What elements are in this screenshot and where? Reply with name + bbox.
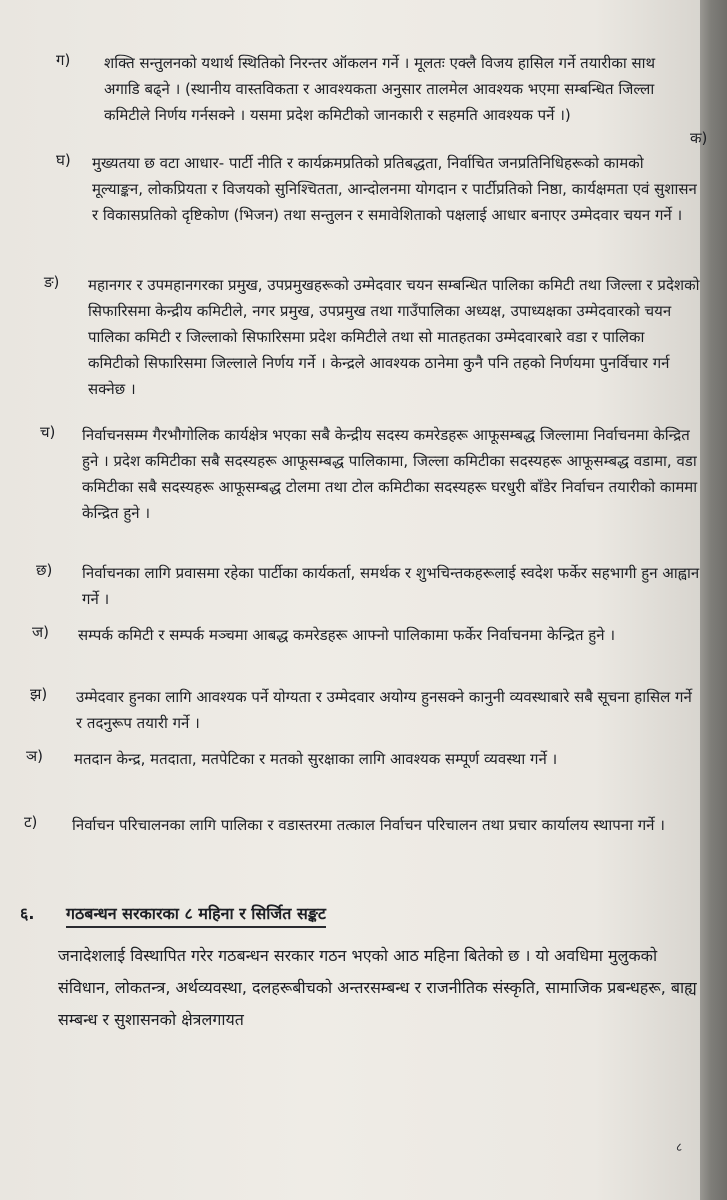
list-item-label: छ)	[36, 561, 53, 579]
section-paragraph: जनादेशलाई विस्थापित गरेर गठबन्धन सरकार गठन भएको आठ महिना बितेको छ । यो अवधिमा मुलुकको संविधान, लोकतन्त्र, अर्थव्यवस्था, दलहरूबीचको अन्तरसम्बन्ध र राजनीतिक संस्कृति, सामाजिक प्रबन्धहरू, बाह्य सम्बन्ध र सुशासनको क्षेत्रलगायत	[58, 946, 697, 1029]
list-item-text: मतदान केन्द्र, मतदाता, मतपेटिका र मतको सुरक्षाका लागि आवश्यक सम्पूर्ण व्यवस्था गर्ने ।	[74, 750, 558, 768]
section-number: ६.	[20, 904, 35, 923]
page-edge	[700, 0, 727, 1200]
list-item-label: घ)	[56, 151, 71, 169]
list-item-text: शक्ति सन्तुलनको यथार्थ स्थितिको निरन्तर ऑकलन गर्ने । मूलतः एक्लै विजय हासिल गर्ने तयारीका साथ अगाडि बढ्ने । (स्थानीय वास्तविकता र आवश्यकता अनुसार तालमेल आवश्यक भएमा सम्बन्धित जिल्ला कमिटीले निर्णय गर्नसक्ने । यसमा प्रदेश कमिटीको जानकारी र सहमति आवश्यक पर्ने ।)	[104, 54, 656, 124]
list-item-label: झ)	[30, 685, 48, 703]
list-item-label: च)	[40, 423, 56, 441]
list-item-label: ज)	[32, 623, 49, 641]
list-item-label: ङ)	[44, 273, 60, 291]
page-number: ८	[676, 1140, 683, 1154]
list-item-text: सम्पर्क कमिटी र सम्पर्क मञ्चमा आबद्ध कमरेडहरू आफ्नो पालिकामा फर्केर निर्वाचनमा केन्द्रित हुने ।	[78, 626, 616, 644]
list-item-text: महानगर र उपमहानगरका प्रमुख, उपप्रमुखहरूको उम्मेदवार चयन सम्बन्धित पालिका कमिटी तथा जिल्ला र प्रदेशको सिफारिसमा केन्द्रीय कमिटीले, नगर प्रमुख, उपप्रमुख तथा गाउँपालिका अध्यक्ष, उपाध्यक्षका उम्मेदवारको चयन पालिका कमिटी र जिल्लाको सिफारिसमा प्रदेश कमिटीले तथा सो मातहतका उम्मेदवारबारे वडा र पालिका कमिटीको सिफारिसमा जिल्लाले निर्णय गर्ने । केन्द्रले आवश्यक ठानेमा कुनै पनि तहको निर्णयमा पुनर्विचार गर्न सक्नेछ ।	[88, 276, 700, 398]
list-item-text: निर्वाचनसम्म गैरभौगोलिक कार्यक्षेत्र भएका सबै केन्द्रीय सदस्य कमरेडहरू आफूसम्बद्ध जिल्लामा निर्वाचनमा केन्द्रित हुने । प्रदेश कमिटीका सबै सदस्यहरू आफूसम्बद्ध पालिकामा, जिल्ला कमिटीका सदस्यहरू आफूसम्बद्ध वडामा, वडा कमिटीका सबै सदस्यहरू आफूसम्बद्ध टोलमा तथा टोल कमिटीका सदस्यहरू घरधुरी बाँडेर निर्वाचन तयारीको काममा केन्द्रित हुने ।	[82, 426, 698, 522]
section-title: गठबन्धन सरकारका ८ महिना र सिर्जित सङ्कट	[66, 902, 326, 928]
list-item-text: मुख्यतया छ वटा आधार- पार्टी नीति र कार्यक्रमप्रतिको प्रतिबद्धता, निर्वाचित जनप्रतिनिधिहरूको कामको मूल्याङ्कन, लोकप्रियता र विजयको सुनिश्चितता, आन्दोलनमा योगदान र पार्टीप्रतिको निष्ठा, कार्यक्षमता एवं सुशासन र विकासप्रतिको दृष्टिकोण (भिजन) तथा सन्तुलन र समावेशिताको पक्षलाई आधार बनाएर उम्मेदवार चयन गर्ने ।	[92, 154, 697, 224]
list-item-label: ट)	[24, 813, 38, 831]
list-item-text: उम्मेदवार हुनका लागि आवश्यक पर्ने योग्यता र उम्मेदवार अयोग्य हुनसक्ने कानुनी व्यवस्थाबारे सबै सूचना हासिल गर्ने र तदनुरूप तयारी गर्ने ।	[76, 688, 692, 732]
margin-note: क)	[690, 129, 708, 147]
list-item-label: ग)	[56, 51, 71, 69]
list-item-text: निर्वाचन परिचालनका लागि पालिका र वडास्तरमा तत्काल निर्वाचन परिचालन तथा प्रचार कार्यालय स्थापना गर्ने ।	[72, 816, 665, 834]
list-item-text: निर्वाचनका लागि प्रवासमा रहेका पार्टीका कार्यकर्ता, समर्थक र शुभचिन्तकहरूलाई स्वदेश फर्केर सहभागी हुन आह्वान गर्ने ।	[82, 564, 700, 608]
list-item-label: ञ)	[26, 747, 43, 765]
